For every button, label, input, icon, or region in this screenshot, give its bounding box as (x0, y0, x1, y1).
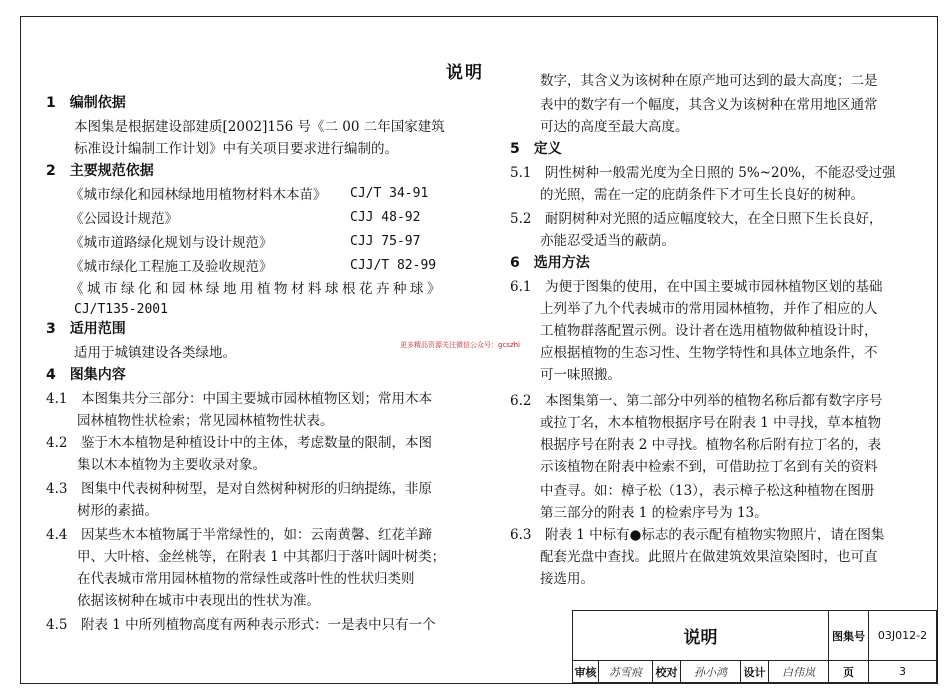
page-label: 页 (829, 661, 869, 683)
paragraph-line: 4.5 附表 1 中所列植物高度有两种表示形式：一是表中只有一个 (46, 617, 436, 633)
design-label: 设计 (741, 661, 769, 683)
paragraph-line: 可一味照搬。 (540, 367, 621, 383)
design-signature: 白伟岚 (769, 661, 829, 683)
reference-name: 《城市绿化和园林绿地用植物材料球根花卉种球》 (70, 281, 444, 297)
paragraph-line: 树形的素描。 (77, 503, 158, 519)
paragraph-line: 数字，其含义为该树种在原产地可达到的最大高度；二是 (540, 73, 878, 89)
paragraph-line: 第三部分的附表 1 的检索序号为 13。 (540, 505, 768, 521)
check-signature: 孙小鸿 (681, 661, 741, 683)
section-1-heading: 1 编制依据 (46, 95, 126, 111)
reference-code: CJJ 75-97 (350, 234, 421, 249)
title-block-name: 说明 (573, 611, 829, 661)
paragraph-line: 甲、大叶榕、金丝桃等，在附表 1 中其都归于落叶阔叶树类； (77, 549, 446, 565)
paragraph-line: 应根据植物的生态习性、生物学特性和具体立地条件，不 (540, 345, 878, 361)
section-2-heading: 2 主要规范依据 (46, 163, 154, 179)
paragraph-line: 接选用。 (540, 571, 594, 587)
paragraph-line: 6.2 本图集第一、第二部分中列举的植物名称后都有数字序号 (510, 393, 883, 409)
atlas-number: 03J012-2 (869, 611, 937, 661)
paragraph-line: 可达的高度至最大高度。 (540, 119, 689, 135)
paragraph-line: 4.4 因某些木本植物属于半常绿性的，如：云南黄馨、红花羊蹄 (46, 527, 432, 543)
reference-name: 《城市绿化和园林绿地用植物材料木本苗》 (70, 187, 327, 203)
paragraph-line: 5.1 阴性树种一般需光度为全日照的 5%~20%，不能忍受过强 (510, 165, 896, 181)
section-5-heading: 5 定义 (510, 141, 562, 157)
page-number: 3 (869, 661, 937, 683)
paragraph-line: 集以木本植物为主要收录对象。 (77, 457, 266, 473)
paragraph-line: 4.1 本图集共分三部分：中国主要城市园林植物区划；常用木本 (46, 391, 432, 407)
paragraph-line: 示该植物在附表中检索不到，可借助拉丁名到有关的资料 (540, 459, 878, 475)
paragraph-line: 适用于城镇建设各类绿地。 (74, 345, 236, 361)
reference-code: CJ/T 34-91 (350, 186, 429, 201)
paragraph-line: 园林植物性状检索；常见园林植物性状表。 (77, 413, 334, 429)
page-title: 说明 (446, 63, 484, 83)
paragraph-line: 上列举了九个代表城市的常用园林植物，并作了相应的人 (540, 301, 878, 317)
title-block (572, 610, 938, 684)
reference-code: CJJ/T 82-99 (350, 258, 437, 273)
paragraph-line: 5.2 耐阴树种对光照的适应幅度较大，在全日照下生长良好， (510, 211, 883, 227)
paragraph-line: 本图集是根据建设部建质[2002]156 号《二 00 二年国家建筑 (74, 119, 445, 135)
section-4-heading: 4 图集内容 (46, 367, 126, 383)
atlas-number-label: 图集号 (829, 611, 869, 661)
paragraph-line: 配套光盘中查找。此照片在做建筑效果渲染图时，也可直 (540, 549, 878, 565)
reference-name: 《城市道路绿化规划与设计规范》 (70, 235, 273, 251)
paragraph-line: 4.2 鉴于木本植物是种植设计中的主体，考虑数量的限制，本图 (46, 435, 432, 451)
paragraph-line: 中查寻。如：樟子松（13），表示樟子松这种植物在图册 (540, 483, 875, 499)
review-signature: 苏雪痕 (599, 661, 653, 683)
watermark-text: 更多精品资源关注微信公众号：gcszhi (400, 341, 520, 349)
review-label: 审核 (573, 661, 599, 683)
paragraph-line: 在代表城市常用园林植物的常绿性或落叶性的性状归类则 (77, 571, 415, 587)
paragraph-line: 或拉丁名，木本植物根据序号在附表 1 中寻找，草本植物 (540, 415, 882, 431)
section-6-heading: 6 选用方法 (510, 255, 590, 271)
paragraph-line: 6.1 为便于图集的使用，在中国主要城市园林植物区划的基础 (510, 279, 883, 295)
check-label: 校对 (653, 661, 681, 683)
paragraph-line: 依据该树种在城市中表现出的性状为准。 (77, 593, 320, 609)
paragraph-line: 6.3 附表 1 中标有●标志的表示配有植物实物照片，请在图集 (510, 527, 885, 543)
paragraph-line: 4.3 图集中代表树种树型，是对自然树种树形的归纳提练，非原 (46, 481, 432, 497)
paragraph-line: 根据序号在附表 2 中寻找。植物名称后附有拉丁名的，表 (540, 437, 882, 453)
paragraph-line: 的光照，需在一定的庇荫条件下才可生长良好的树种。 (540, 187, 864, 203)
paragraph-line: 标准设计编制工作计划》中有关项目要求进行编制的。 (74, 141, 398, 157)
paragraph-line: 表中的数字有一个幅度，其含义为该树种在常用地区通常 (540, 97, 878, 113)
reference-name: 《城市绿化工程施工及验收规范》 (70, 259, 273, 275)
paragraph-line: 工植物群落配置示例。设计者在选用植物做种植设计时， (540, 323, 878, 339)
section-3-heading: 3 适用范围 (46, 321, 126, 337)
reference-code: CJJ 48-92 (350, 210, 421, 225)
reference-code: CJ/T135-2001 (74, 302, 168, 317)
reference-name: 《公园设计规范》 (70, 211, 178, 227)
paragraph-line: 亦能忍受适当的蔽荫。 (540, 233, 675, 249)
